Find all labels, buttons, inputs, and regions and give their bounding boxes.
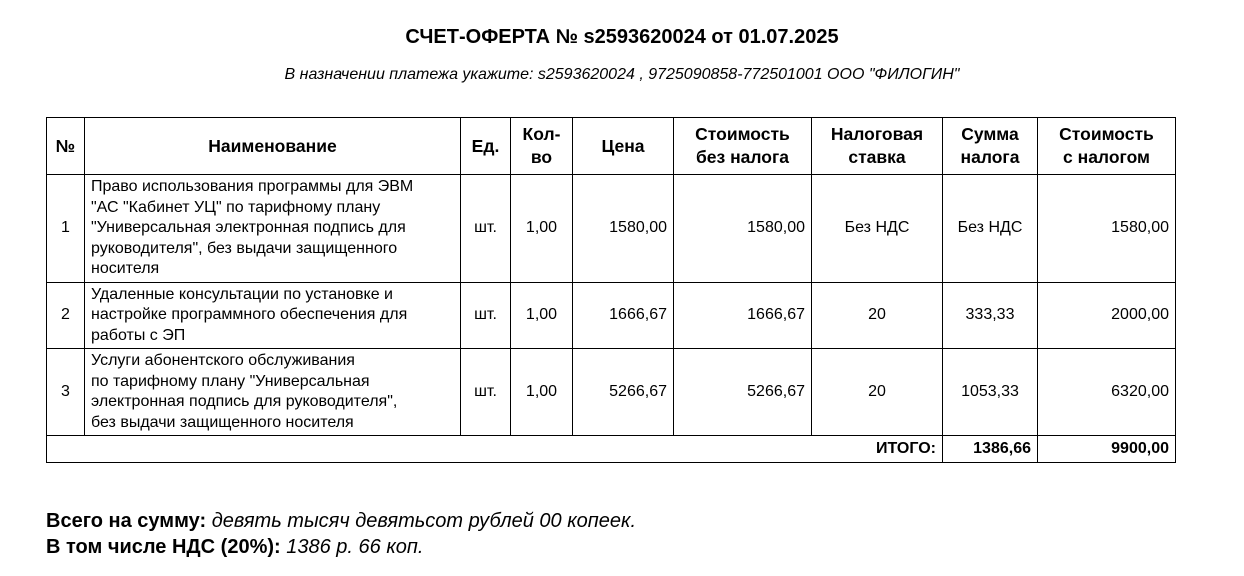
total-tax-sum: 1386,66 xyxy=(943,436,1038,463)
row-num: 2 xyxy=(47,282,85,349)
row-tax-rate: 20 xyxy=(812,282,943,349)
row-num: 3 xyxy=(47,349,85,436)
col-header-unit: Ед. xyxy=(461,118,511,175)
table-header-row xyxy=(47,118,1176,175)
table-row xyxy=(47,175,1176,283)
row-price: 1580,00 xyxy=(573,175,674,283)
table-total-row xyxy=(47,436,1176,463)
vat-value: 1386 р. 66 коп. xyxy=(286,536,424,558)
table-row xyxy=(47,349,1176,436)
total-sum-label: Всего на сумму: xyxy=(46,510,207,532)
invoice-items-table xyxy=(46,117,1176,463)
col-header-tax-sum: Сумма налога xyxy=(943,118,1038,175)
row-tax-sum: 333,33 xyxy=(943,282,1038,349)
total-cost-with-tax: 9900,00 xyxy=(1038,436,1176,463)
row-unit: шт. xyxy=(461,282,511,349)
col-header-tax-rate: Налоговая ставка xyxy=(812,118,943,175)
row-cost-with-tax: 1580,00 xyxy=(1038,175,1176,283)
row-tax-sum: Без НДС xyxy=(943,175,1038,283)
row-unit: шт. xyxy=(461,349,511,436)
row-cost-with-tax: 6320,00 xyxy=(1038,349,1176,436)
row-tax-rate: Без НДС xyxy=(812,175,943,283)
row-cost-no-tax: 1666,67 xyxy=(674,282,812,349)
row-unit: шт. xyxy=(461,175,511,283)
row-qty: 1,00 xyxy=(511,175,573,283)
row-tax-sum: 1053,33 xyxy=(943,349,1038,436)
vat-label: В том числе НДС (20%): xyxy=(46,536,281,558)
payment-purpose-note: В назначении платежа укажите: s2593620024 , 9725090858-772501001 ООО "ФИЛОГИН" xyxy=(284,66,960,83)
row-name: Удаленные консультации по установке и настройке программного обеспечения для работы с ЭП xyxy=(85,282,461,349)
row-cost-with-tax: 2000,00 xyxy=(1038,282,1176,349)
document-title: СЧЕТ-ОФЕРТА № s2593620024 от 01.07.2025 xyxy=(405,26,839,48)
row-name: Право использования программы для ЭВМ "АС "Кабинет УЦ" по тарифному плану "Универсальная электронная подпись для руководителя", без выдачи защищенного носителя xyxy=(85,175,461,283)
row-name: Услуги абонентского обслуживания по тарифному плану "Универсальная электронная подпись для руководителя", без выдачи защищенного носителя xyxy=(85,349,461,436)
table-row xyxy=(47,282,1176,349)
row-qty: 1,00 xyxy=(511,282,573,349)
col-header-qty: Кол- во xyxy=(511,118,573,175)
invoice-summary xyxy=(46,508,636,560)
row-num: 1 xyxy=(47,175,85,283)
row-qty: 1,00 xyxy=(511,349,573,436)
col-header-cost-with-tax: Стоимость с налогом xyxy=(1038,118,1176,175)
total-sum-line xyxy=(46,508,636,534)
col-header-num: № xyxy=(47,118,85,175)
col-header-price: Цена xyxy=(573,118,674,175)
total-label: ИТОГО: xyxy=(47,436,943,463)
row-price: 1666,67 xyxy=(573,282,674,349)
row-price: 5266,67 xyxy=(573,349,674,436)
total-sum-words: девять тысяч девятьсот рублей 00 копеек. xyxy=(211,510,637,532)
vat-line xyxy=(46,534,636,560)
row-cost-no-tax: 1580,00 xyxy=(674,175,812,283)
col-header-cost-no-tax: Стоимость без налога xyxy=(674,118,812,175)
row-tax-rate: 20 xyxy=(812,349,943,436)
col-header-name: Наименование xyxy=(85,118,461,175)
row-cost-no-tax: 5266,67 xyxy=(674,349,812,436)
